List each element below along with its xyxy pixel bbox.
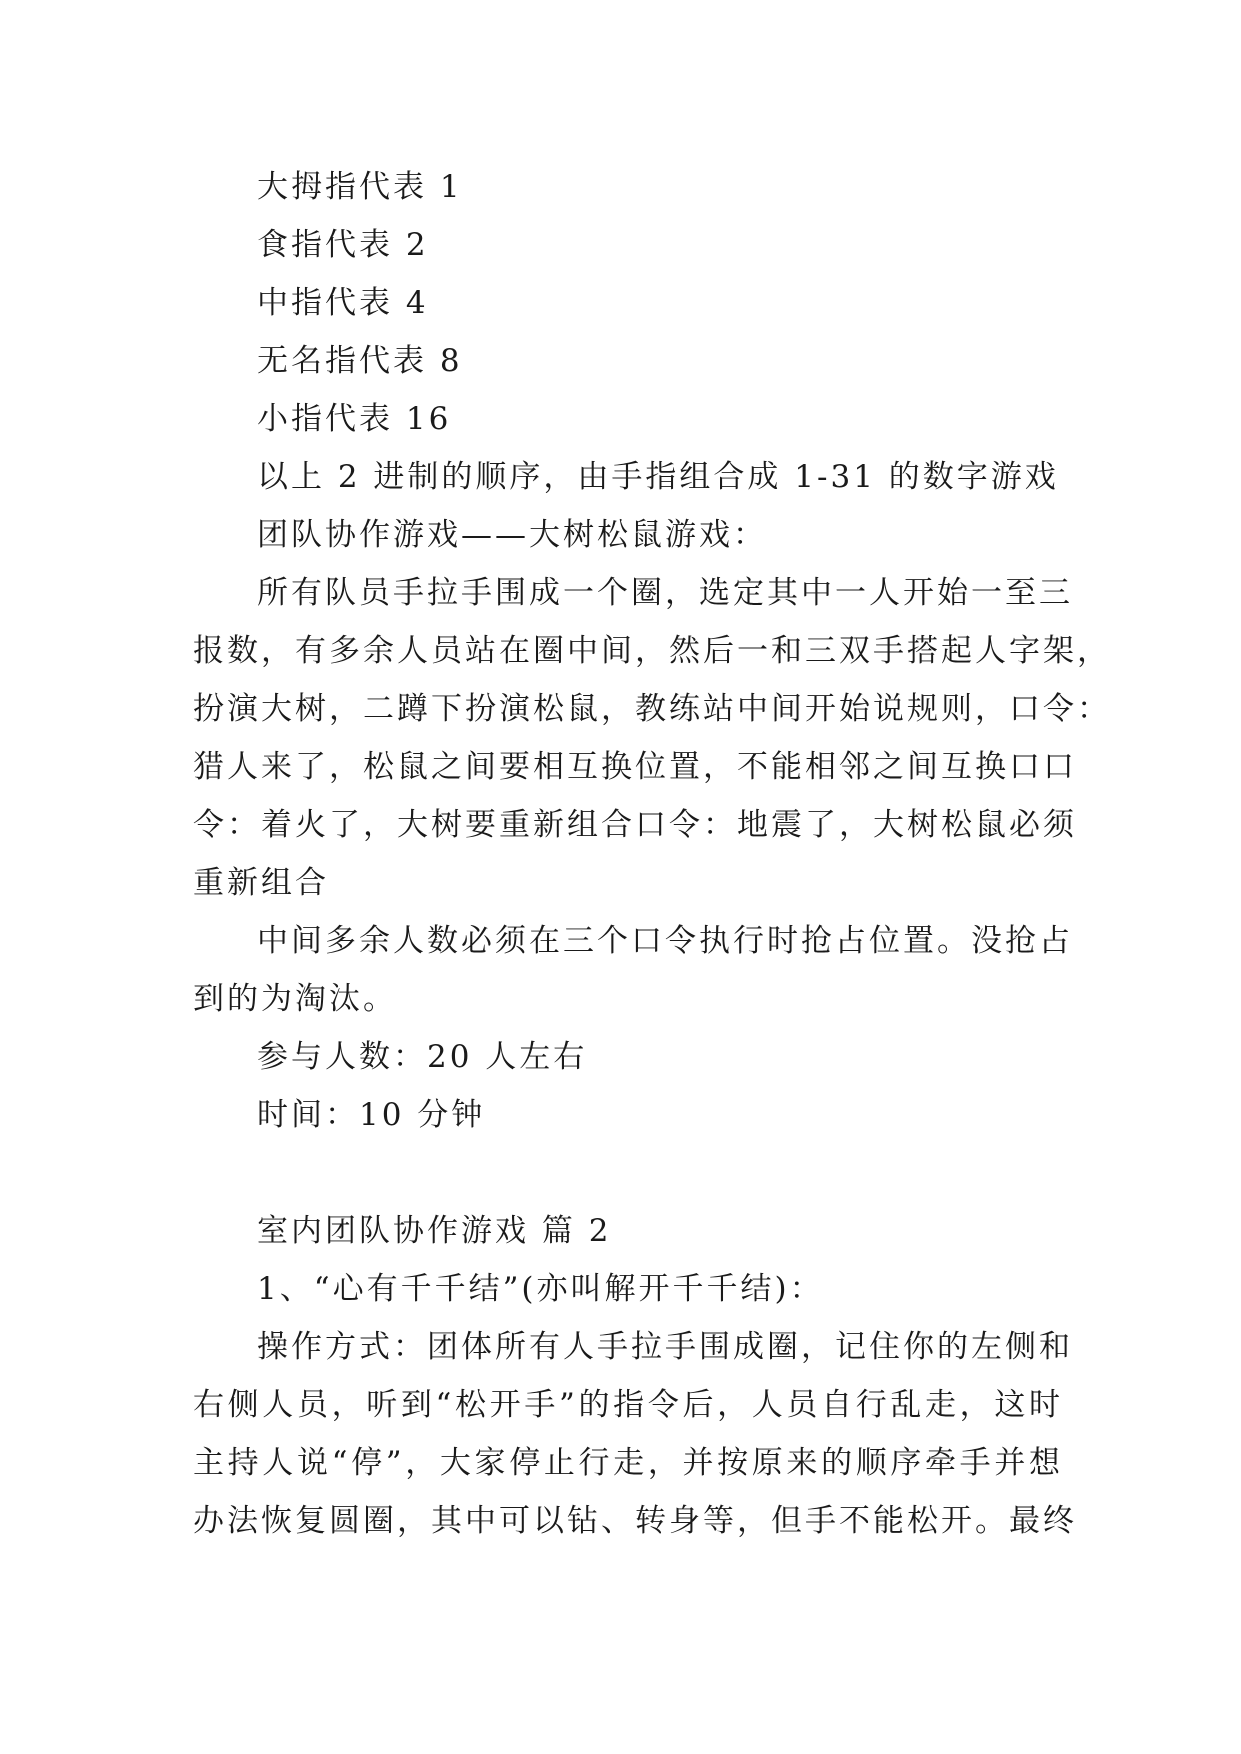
text-line-pinky: 小指代表 16	[257, 401, 452, 437]
text-line-thumb: 大拇指代表 1	[257, 169, 463, 205]
paragraph-line: 右侧人员，听到“松开手”的指令后，人员自行乱走，这时	[193, 1387, 1063, 1423]
text-line-binary-summary: 以上 2 进制的顺序，由手指组合成 1-31 的数字游戏	[257, 459, 1059, 495]
text-line-middle: 中指代表 4	[257, 285, 429, 321]
paragraph-line: 重新组合	[193, 865, 329, 901]
paragraph-line: 报数，有多余人员站在圈中间，然后一和三双手搭起人字架，	[193, 633, 1111, 669]
section-title: 室内团队协作游戏 篇 2	[257, 1213, 612, 1249]
participants-line: 参与人数：20 人左右	[257, 1039, 588, 1075]
paragraph-line: 猎人来了，松鼠之间要相互换位置，不能相邻之间互换口口	[193, 749, 1077, 785]
paragraph-line: 扮演大树，二蹲下扮演松鼠，教练站中间开始说规则，口令：	[193, 691, 1111, 727]
text-line-ring: 无名指代表 8	[257, 343, 463, 379]
paragraph-line: 主持人说“停”，大家停止行走，并按原来的顺序牵手并想	[193, 1445, 1063, 1481]
game-heading: 1、“心有千千结”(亦叫解开千千结)：	[257, 1271, 824, 1307]
paragraph-line: 到的为淘汰。	[193, 981, 397, 1017]
text-line-index: 食指代表 2	[257, 227, 429, 263]
paragraph-line: 令：着火了，大树要重新组合口令：地震了，大树松鼠必须	[193, 807, 1077, 843]
section-heading-tree-squirrel: 团队协作游戏——大树松鼠游戏：	[257, 517, 767, 553]
duration-line: 时间：10 分钟	[257, 1097, 486, 1133]
paragraph-line: 中间多余人数必须在三个口令执行时抢占位置。没抢占	[257, 923, 1073, 959]
paragraph-line: 所有队员手拉手围成一个圈，选定其中一人开始一至三	[257, 575, 1073, 611]
paragraph-line: 办法恢复圆圈，其中可以钻、转身等，但手不能松开。最终	[193, 1503, 1077, 1539]
paragraph-line: 操作方式：团体所有人手拉手围成圈，记住你的左侧和	[257, 1329, 1073, 1365]
